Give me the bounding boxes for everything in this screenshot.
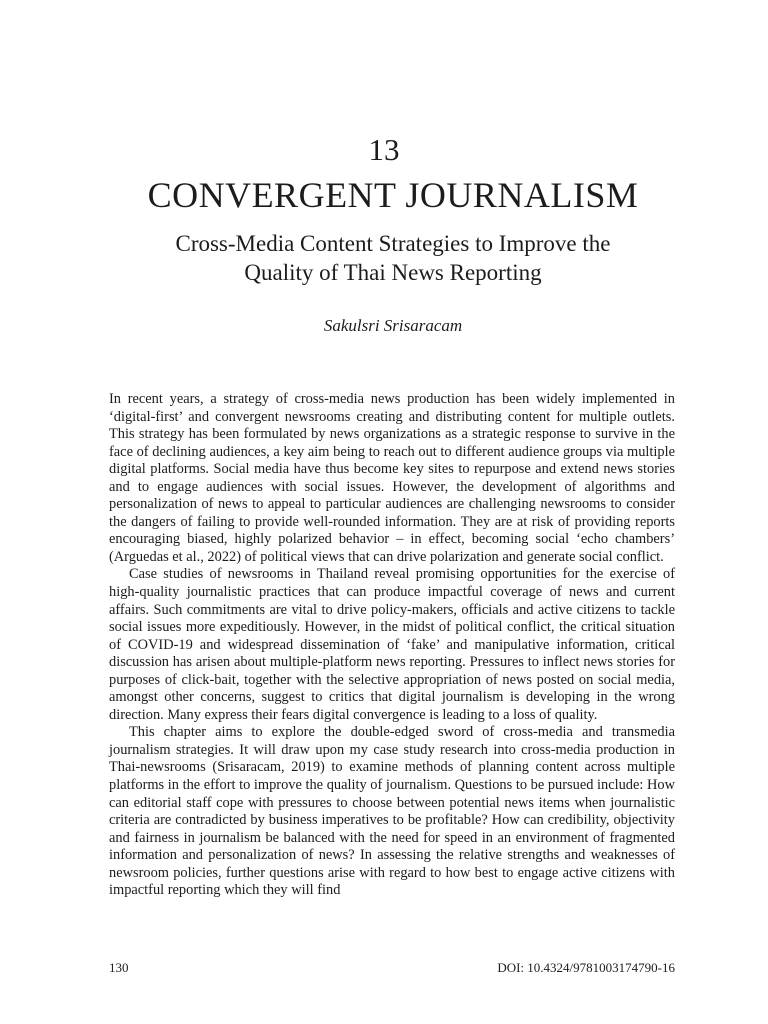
paragraph-1: In recent years, a strategy of cross-media news production has been widely implemented in ‘digital-first’ and convergent newsrooms creating and distributing content for multiple outlets. This strategy has been formulated by news organizations as a strategic response to survive in the face of declining audiences, a key aim being to reach out to different audience groups via multiple digital platforms. Social media have thus become key sites to repurpose and extend news stories and to engage audiences with social issues. However, the development of algorithms and personalization of news to appeal to particular audiences are challenging newsrooms to consider the dangers of failing to provide well-rounded information. They are at risk of providing reports encouraging biased, highly polarized behavior – in effect, becoming social ‘echo chambers’ (Arguedas et al., 2022) of political views that can drive polarization and generate social conflict. xyxy=(109,391,675,565)
doi: DOI: 10.4324/9781003174790-16 xyxy=(497,960,675,975)
chapter-subtitle-line-2: Quality of Thai News Reporting xyxy=(244,260,542,285)
paragraph-2: Case studies of newsrooms in Thailand reveal promising opportunities for the exercise of high-quality journalistic practices that can produce impactful coverage of news and current affairs. Such commitments are vital to drive policy-makers, officials and active citizens to tackle social issues more expeditiously. However, in the midst of political conflict, the critical situation of COVID-19 and widespread dissemination of ‘fake’ and manipulative information, critical discussion has arisen about multiple-platform news reporting. Pressures to inflect news stories for purposes of click-bait, together with the selective appropriation of news posted on social media, amongst other concerns, suggest to critics that digital journalism is developing in the wrong direction. Many express their fears digital convergence is leading to a loss of quality. xyxy=(109,566,675,723)
chapter-title: CONVERGENT JOURNALISM xyxy=(147,175,639,215)
chapter-subtitle xyxy=(0,229,768,287)
chapter-subtitle-line-1: Cross-Media Content Strategies to Improve the xyxy=(175,231,611,256)
body-text xyxy=(109,391,675,900)
paragraph-3: This chapter aims to explore the double-edged sword of cross-media and transmedia journalism strategies. It will draw upon my case study research into cross-media production in Thai-newsrooms (Srisaracam, 2019) to examine methods of planning content across multiple platforms in the effort to improve the quality of journalism. Questions to be pursued include: How can editorial staff cope with pressures to choose between potential news items when journalistic criteria are contradicted by business imperatives to be profitable? How can credibility, objectivity and fairness in journalism be balanced with the need for speed in an environment of fragmented information and personalization of news? In assessing the relative strengths and weaknesses of newsroom policies, further questions arise with regard to how best to engage active citizens with impactful reporting which they will find xyxy=(109,724,675,899)
author-name: Sakulsri Srisaracam xyxy=(323,316,463,335)
chapter-number: 13 xyxy=(368,132,400,167)
page-number: 130 xyxy=(109,960,129,975)
